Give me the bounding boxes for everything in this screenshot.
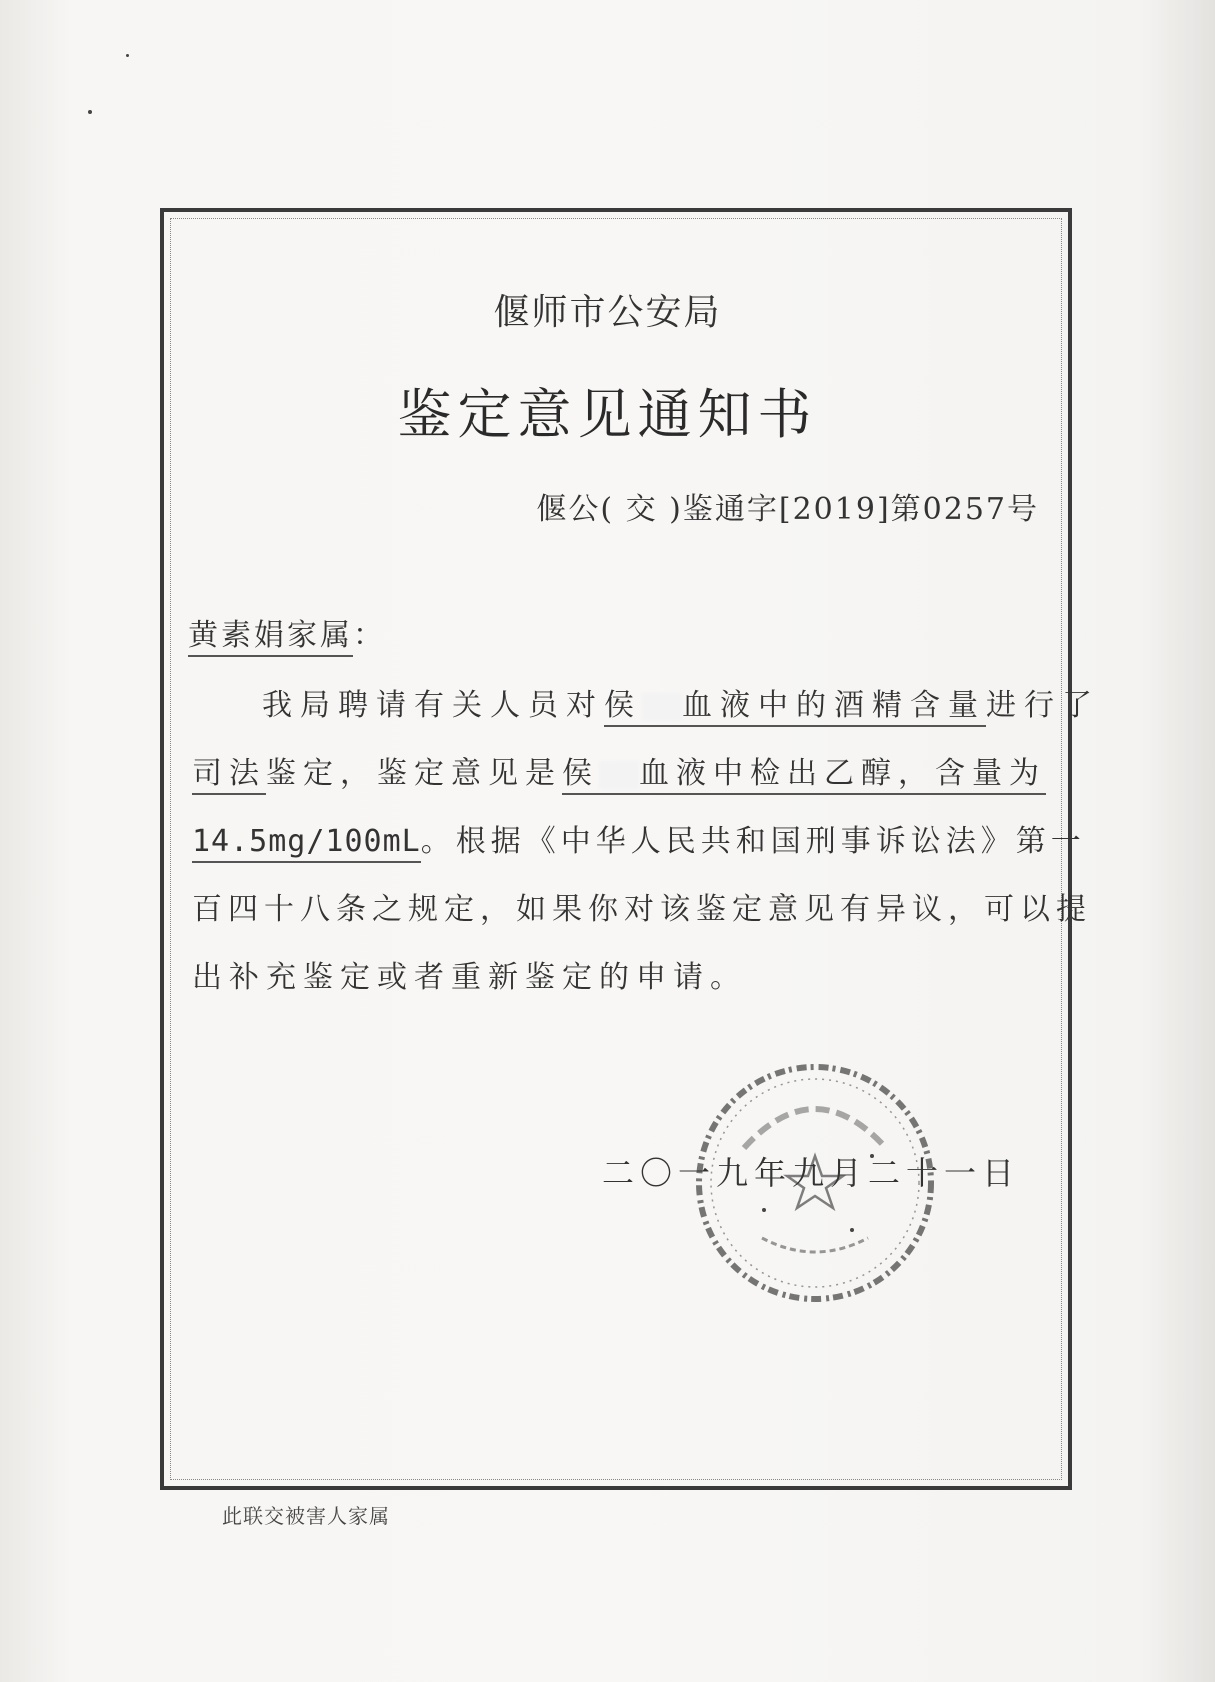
- redaction-blur: [642, 693, 682, 721]
- underlined-result: [562, 756, 1046, 795]
- body-line-5: 出补充鉴定或者重新鉴定的申请。: [192, 960, 747, 995]
- subject-name: 侯: [604, 688, 642, 723]
- subject-name: 侯: [562, 756, 599, 791]
- body-line-4: 百四十八条之规定，如果你对该鉴定意见有异议，可以提: [192, 892, 1092, 927]
- underlined-method: 司法: [192, 756, 266, 795]
- body-line-1: [262, 680, 1100, 724]
- document-title: 鉴定意见通知书: [397, 383, 818, 446]
- body-line-3: [192, 816, 1086, 860]
- underlined-measurement: 14.5mg/100mL: [192, 824, 421, 863]
- body-text: 鉴定，鉴定意见是: [266, 756, 562, 791]
- addressee-name: 黄素娟家属: [188, 618, 353, 657]
- redaction-blur: [599, 761, 639, 789]
- addressee-colon: ：: [353, 618, 386, 653]
- subject-detail: 血液中的酒精含量: [682, 688, 986, 723]
- body-text: 进行了: [986, 688, 1100, 723]
- paper-speck: [88, 110, 92, 114]
- copy-recipient-note: 此联交被害人家属: [222, 1504, 390, 1528]
- body-line-2: [192, 748, 1046, 792]
- issuing-organization: 偃师市公安局: [493, 292, 722, 333]
- addressee: [188, 610, 386, 654]
- underlined-subject: [604, 688, 986, 727]
- body-text: 。根据《中华人民共和国刑事诉讼法》第一: [420, 824, 1086, 859]
- issue-date: 二〇一九年九月二十一日: [602, 1154, 1021, 1192]
- document-number: 偃公( 交 )鉴通字[2019]第0257号: [536, 492, 1039, 527]
- result-detail: 血液中检出乙醇，含量为: [639, 756, 1046, 791]
- body-text: 我局聘请有关人员对: [262, 688, 604, 723]
- paper-speck: [126, 54, 129, 57]
